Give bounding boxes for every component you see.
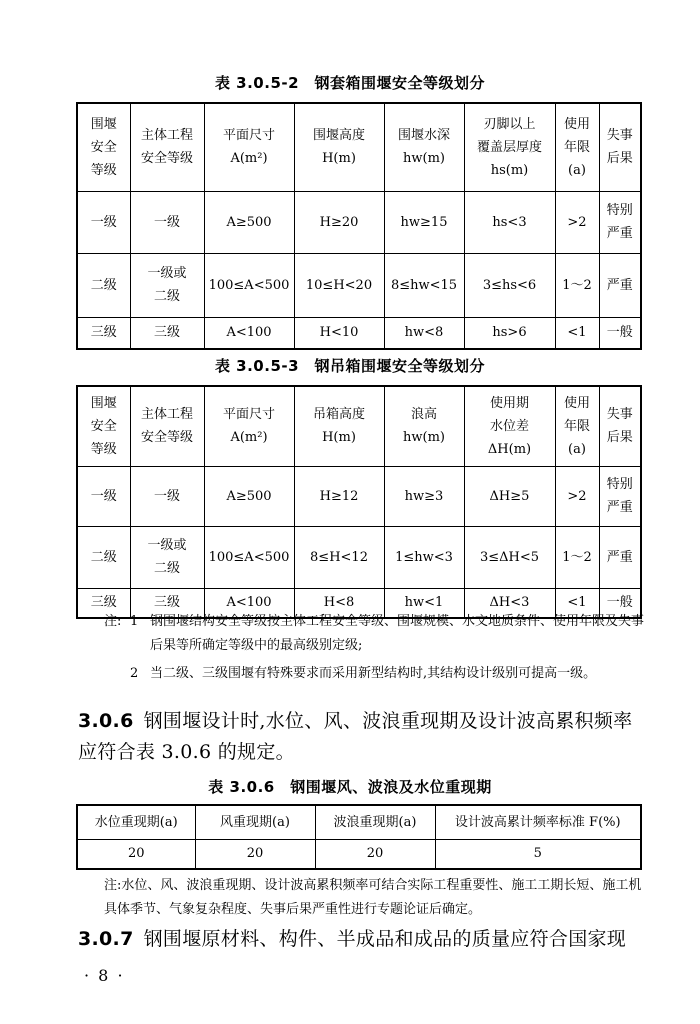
table-cell: 3≤ΔH<5 (464, 526, 555, 588)
table-row (77, 839, 641, 869)
table-cell: ΔH≥5 (464, 466, 555, 526)
table-cell: 1～2 (555, 526, 599, 588)
header-cell: 水位重现期(a) (77, 805, 195, 839)
table-cell: 20 (315, 839, 435, 869)
table-cell: H<10 (294, 317, 384, 349)
header-cell: 围堰水深 hw(m) (384, 103, 464, 191)
table-cell: 二级 (77, 526, 130, 588)
table-cell: 特别 严重 (599, 466, 641, 526)
page-number: · 8 · (84, 966, 125, 985)
table-cell: 一级或 二级 (130, 526, 204, 588)
header-cell: 设计波高累计频率标准 F(%) (435, 805, 641, 839)
header-cell: 主体工程 安全等级 (130, 103, 204, 191)
table-row (77, 191, 641, 253)
header-cell: 围堰高度 H(m) (294, 103, 384, 191)
table-cell: hw<8 (384, 317, 464, 349)
table3-recurrence-periods (76, 804, 642, 870)
table-cell: 一级 (130, 466, 204, 526)
table-cell: 10≤H<20 (294, 253, 384, 317)
table-cell: 一级 (77, 191, 130, 253)
note-number: 2 (130, 666, 139, 681)
table-cell: 20 (77, 839, 195, 869)
table-cell: 三级 (77, 588, 130, 618)
table-cell: 一级 (130, 191, 204, 253)
table3-note: 注:水位、风、波浪重现期、设计波高累积频率可结合实际工程重要性、施工工期长短、施工机具体季节、气象复杂程度、失事后果严重性进行专题论证后确定。 (104, 878, 642, 917)
table-cell: 严重 (599, 253, 641, 317)
header-cell: 吊箱高度 H(m) (294, 386, 384, 466)
header-cell: 平面尺寸 A(m²) (204, 386, 294, 466)
table-cell: 1≤hw<3 (384, 526, 464, 588)
clause-number: 3.0.7 (78, 928, 134, 950)
table1-caption: 表 3.0.5-2 钢套箱围堰安全等级划分 (214, 74, 486, 92)
table2-notes (104, 610, 644, 686)
clause-text: 钢围堰原材料、构件、半成品和成品的质量应符合国家现 (143, 928, 627, 950)
table-row (77, 466, 641, 526)
header-cell: 风重现期(a) (195, 805, 315, 839)
table-cell: hw≥15 (384, 191, 464, 253)
table-cell: H≥12 (294, 466, 384, 526)
clause-3-0-6 (78, 706, 638, 768)
table-cell: 100≤A<500 (204, 253, 294, 317)
table-cell: 严重 (599, 526, 641, 588)
table-cell: 20 (195, 839, 315, 869)
table-row (77, 253, 641, 317)
header-cell: 失事 后果 (599, 103, 641, 191)
table-cell: 5 (435, 839, 641, 869)
table-cell: hs<3 (464, 191, 555, 253)
note-item-1 (104, 610, 644, 658)
table-cell: <1 (555, 588, 599, 618)
header-cell: 平面尺寸 A(m²) (204, 103, 294, 191)
clause-number: 3.0.6 (78, 710, 134, 732)
table2-caption: 表 3.0.5-3 钢吊箱围堰安全等级划分 (214, 357, 486, 375)
note-item-2 (104, 662, 644, 686)
table-row (77, 526, 641, 588)
table-cell: ΔH<3 (464, 588, 555, 618)
header-cell: 失事 后果 (599, 386, 641, 466)
header-cell: 波浪重现期(a) (315, 805, 435, 839)
table-cell: A≥500 (204, 466, 294, 526)
header-cell: 主体工程 安全等级 (130, 386, 204, 466)
table-cell: <1 (555, 317, 599, 349)
table-cell: 一级 (77, 466, 130, 526)
table-cell: 三级 (130, 317, 204, 349)
header-cell: 使用 年限 (a) (555, 386, 599, 466)
table-cell: 3≤hs<6 (464, 253, 555, 317)
note-text: 钢围堰结构安全等级按主体工程安全等级、围堰规模、水文地质条件、使用年限及失事后果等所确定等级中的最高级别定级; (150, 614, 645, 653)
table2-steel-suspended-box-safety-grades (76, 385, 642, 619)
table-cell: 三级 (130, 588, 204, 618)
table-cell: 一般 (599, 588, 641, 618)
table-cell: >2 (555, 466, 599, 526)
note-number: 1 (130, 614, 139, 629)
header-cell: 浪高 hw(m) (384, 386, 464, 466)
table-cell: H≥20 (294, 191, 384, 253)
table-cell: A<100 (204, 588, 294, 618)
table1-steel-cofferdam-safety-grades (76, 102, 642, 350)
table-cell: 1～2 (555, 253, 599, 317)
table-cell: 二级 (77, 253, 130, 317)
table-cell: 8≤hw<15 (384, 253, 464, 317)
clause-text: 钢围堰设计时,水位、风、波浪重现期及设计波高累积频率应符合表 3.0.6 的规定。 (78, 710, 633, 763)
table-cell: 100≤A<500 (204, 526, 294, 588)
table-row (77, 317, 641, 349)
table-cell: 三级 (77, 317, 130, 349)
note-text: 当二级、三级围堰有特殊要求而采用新型结构时,其结构设计级别可提高一级。 (150, 666, 597, 681)
table-cell: H<8 (294, 588, 384, 618)
note-prefix: 注: (104, 614, 122, 629)
header-cell: 围堰 安全 等级 (77, 386, 130, 466)
table-cell: 特别 严重 (599, 191, 641, 253)
table-cell: A≥500 (204, 191, 294, 253)
table-cell: hs>6 (464, 317, 555, 349)
header-cell: 使用 年限 (a) (555, 103, 599, 191)
table-cell: A<100 (204, 317, 294, 349)
table3-caption: 表 3.0.6 钢围堰风、波浪及水位重现期 (208, 778, 492, 796)
table-cell: hw<1 (384, 588, 464, 618)
table-cell: hw≥3 (384, 466, 464, 526)
table-cell: 8≤H<12 (294, 526, 384, 588)
header-cell: 刃脚以上 覆盖层厚度 hs(m) (464, 103, 555, 191)
table-cell: 一级或 二级 (130, 253, 204, 317)
table-cell: 一般 (599, 317, 641, 349)
header-cell: 围堰 安全 等级 (77, 103, 130, 191)
clause-3-0-7 (78, 924, 638, 955)
table-cell: >2 (555, 191, 599, 253)
header-cell: 使用期 水位差 ΔH(m) (464, 386, 555, 466)
